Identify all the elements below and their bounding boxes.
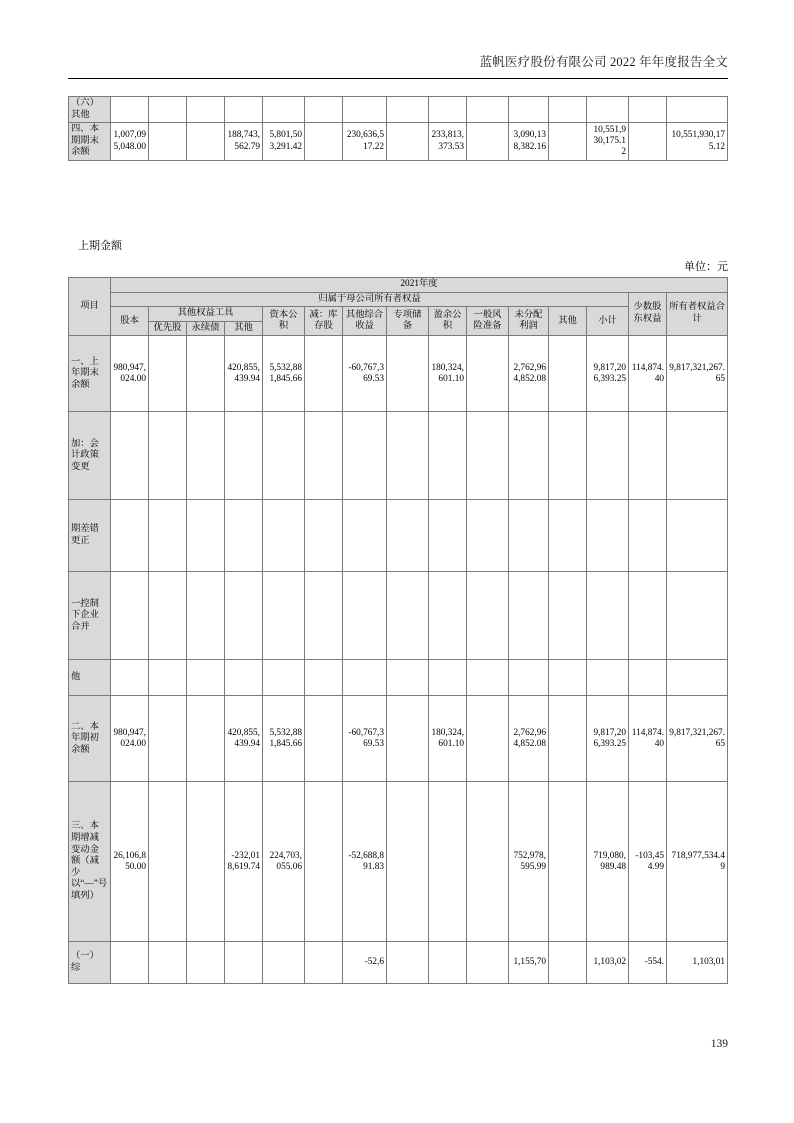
column-header-period: 2021年度	[111, 278, 728, 293]
cell-value	[549, 782, 587, 942]
cell-value: 10,551,930,175.12	[587, 123, 629, 161]
cell-value	[305, 660, 343, 696]
cell-value	[549, 660, 587, 696]
cell-value	[187, 97, 225, 123]
column-header-other-equity-instruments: 其他权益工具	[149, 307, 263, 322]
cell-value	[429, 942, 467, 984]
cell-value: 719,080,989.48	[587, 782, 629, 942]
cell-value: 2,762,964,852.08	[509, 336, 549, 412]
cell-value: 980,947,024.00	[111, 696, 149, 782]
column-header-surplus-reserve: 盈余公积	[429, 307, 467, 336]
cell-value	[187, 660, 225, 696]
cell-value: 420,855,439.94	[225, 696, 263, 782]
cell-value	[549, 500, 587, 572]
cell-value	[587, 500, 629, 572]
cell-value	[387, 942, 429, 984]
cell-value	[225, 412, 263, 500]
cell-value	[429, 572, 467, 660]
cell-value	[305, 412, 343, 500]
table-row	[69, 782, 728, 942]
cell-value	[187, 500, 225, 572]
cell-value: 1,155,70	[509, 942, 549, 984]
cell-value	[263, 500, 305, 572]
cell-value	[225, 660, 263, 696]
table-row	[69, 336, 728, 412]
cell-value	[667, 97, 728, 123]
cell-value	[305, 782, 343, 942]
cell-value	[667, 572, 728, 660]
cell-value	[343, 500, 387, 572]
cell-value	[111, 500, 149, 572]
unit-label: 单位：元	[684, 261, 728, 273]
cell-value	[509, 412, 549, 500]
cell-value: -103,454.99	[629, 782, 667, 942]
page-header-title: 蓝帆医疗股份有限公司 2022 年年度报告全文	[479, 55, 728, 69]
cell-value: 1,103,01	[667, 942, 728, 984]
cell-value	[629, 500, 667, 572]
cell-value	[509, 572, 549, 660]
cell-value	[343, 572, 387, 660]
column-header-capital-reserve: 资本公积	[263, 307, 305, 336]
cell-value	[549, 123, 587, 161]
cell-value	[467, 336, 509, 412]
cell-value: 188,743,562.79	[225, 123, 263, 161]
cell-value	[149, 500, 187, 572]
cell-value	[305, 572, 343, 660]
cell-value	[111, 572, 149, 660]
table-row	[69, 123, 728, 161]
table-row	[69, 660, 728, 696]
cell-value	[111, 942, 149, 984]
column-header-share-capital: 股本	[111, 307, 149, 336]
row-label: 一、上年期末余额	[69, 336, 111, 412]
table-row	[69, 696, 728, 782]
cell-value: 180,324,601.10	[429, 336, 467, 412]
row-label: 加：会计政策变更	[69, 412, 111, 500]
row-label: 三、本期增减变动金额（减少以“—”号填列）	[69, 782, 111, 942]
cell-value	[187, 336, 225, 412]
cell-value	[305, 97, 343, 123]
cell-value	[263, 572, 305, 660]
cell-value: 224,703,055.06	[263, 782, 305, 942]
cell-value	[187, 696, 225, 782]
cell-value: 1,007,095,048.00	[111, 123, 149, 161]
cell-value	[387, 123, 429, 161]
column-header-other-comprehensive-income: 其他综合收益	[343, 307, 387, 336]
cell-value	[149, 660, 187, 696]
cell-value	[467, 500, 509, 572]
table-row	[69, 500, 728, 572]
column-header-perpetual-bond: 永续债	[187, 321, 225, 336]
cell-value	[343, 660, 387, 696]
header-row-parent-group	[69, 292, 728, 307]
page-number: 139	[710, 1038, 728, 1050]
cell-value: 230,636,517.22	[343, 123, 387, 161]
cell-value	[225, 97, 263, 123]
cell-value	[305, 696, 343, 782]
cell-value	[343, 97, 387, 123]
cell-value	[667, 412, 728, 500]
cell-value: 420,855,439.94	[225, 336, 263, 412]
cell-value	[467, 97, 509, 123]
continued-equity-table	[68, 96, 728, 161]
cell-value	[467, 123, 509, 161]
cell-value	[629, 572, 667, 660]
cell-value	[149, 572, 187, 660]
cell-value	[587, 97, 629, 123]
cell-value	[305, 336, 343, 412]
equity-change-statement-table	[68, 277, 728, 984]
row-label: 期差错更正	[69, 500, 111, 572]
cell-value	[387, 572, 429, 660]
cell-value: 9,817,321,267.65	[667, 696, 728, 782]
row-label: 一控制下企业合并	[69, 572, 111, 660]
cell-value	[387, 412, 429, 500]
cell-value	[305, 942, 343, 984]
table-row	[69, 942, 728, 984]
cell-value: -60,767,369.53	[343, 696, 387, 782]
cell-value	[549, 696, 587, 782]
column-header-special-reserve: 专项储备	[387, 307, 429, 336]
cell-value	[629, 123, 667, 161]
cell-value: -52,6	[343, 942, 387, 984]
cell-value	[149, 412, 187, 500]
cell-value: 114,874.40	[629, 696, 667, 782]
cell-value	[225, 942, 263, 984]
cell-value	[509, 97, 549, 123]
cell-value	[429, 500, 467, 572]
cell-value	[387, 660, 429, 696]
cell-value: 10,551,930,175.12	[667, 123, 728, 161]
cell-value	[111, 412, 149, 500]
cell-value: 9,817,321,267.65	[667, 336, 728, 412]
cell-value	[263, 97, 305, 123]
cell-value	[549, 336, 587, 412]
cell-value: 114,874.40	[629, 336, 667, 412]
cell-value	[467, 660, 509, 696]
cell-value	[225, 572, 263, 660]
cell-value: 26,106,850.00	[111, 782, 149, 942]
column-header-item: 项目	[69, 278, 111, 336]
column-header-preferred-stock: 优先股	[149, 321, 187, 336]
column-header-total-equity: 所有者权益合计	[667, 292, 728, 336]
column-header-subtotal: 小计	[587, 307, 629, 336]
cell-value	[187, 572, 225, 660]
cell-value	[587, 572, 629, 660]
row-label: （六）其他	[69, 97, 111, 123]
header-row-period	[69, 278, 728, 293]
column-header-other: 其他	[549, 307, 587, 336]
column-header-parent-equity-group: 归属于母公司所有者权益	[111, 292, 629, 307]
cell-value	[549, 97, 587, 123]
cell-value: 5,532,881,845.66	[263, 336, 305, 412]
cell-value	[149, 97, 187, 123]
cell-value	[187, 942, 225, 984]
cell-value	[429, 660, 467, 696]
cell-value	[629, 412, 667, 500]
cell-value	[149, 123, 187, 161]
cell-value	[429, 412, 467, 500]
cell-value: -52,688,891.83	[343, 782, 387, 942]
cell-value	[587, 660, 629, 696]
cell-value: 233,813,373.53	[429, 123, 467, 161]
cell-value: 752,978,595.99	[509, 782, 549, 942]
cell-value: 2,762,964,852.08	[509, 696, 549, 782]
cell-value	[263, 660, 305, 696]
cell-value	[387, 500, 429, 572]
cell-value	[467, 696, 509, 782]
header-divider	[68, 78, 728, 79]
cell-value: 718,977,534.49	[667, 782, 728, 942]
cell-value	[429, 97, 467, 123]
column-header-minority-interest: 少数股东权益	[629, 292, 667, 336]
cell-value: 5,532,881,845.66	[263, 696, 305, 782]
cell-value	[629, 97, 667, 123]
row-label: 四、本期期末余额	[69, 123, 111, 161]
cell-value	[509, 500, 549, 572]
row-label: （一）综	[69, 942, 111, 984]
cell-value	[343, 412, 387, 500]
cell-value	[549, 572, 587, 660]
cell-value	[429, 782, 467, 942]
cell-value	[667, 500, 728, 572]
row-label: 二、本年期初余额	[69, 696, 111, 782]
column-header-undistributed-profit: 未分配利润	[509, 307, 549, 336]
cell-value	[509, 660, 549, 696]
column-header-treasury-stock: 减：库存股	[305, 307, 343, 336]
cell-value	[111, 97, 149, 123]
cell-value	[111, 660, 149, 696]
cell-value: -554.	[629, 942, 667, 984]
cell-value	[467, 782, 509, 942]
cell-value: 980,947,024.00	[111, 336, 149, 412]
cell-value: 9,817,206,393.25	[587, 336, 629, 412]
cell-value	[587, 412, 629, 500]
cell-value: 1,103,02	[587, 942, 629, 984]
table-row	[69, 572, 728, 660]
cell-value	[387, 336, 429, 412]
cell-value	[549, 412, 587, 500]
cell-value: -232,018,619.74	[225, 782, 263, 942]
cell-value	[149, 336, 187, 412]
cell-value	[467, 572, 509, 660]
cell-value	[187, 123, 225, 161]
cell-value	[263, 942, 305, 984]
cell-value	[149, 696, 187, 782]
cell-value	[305, 500, 343, 572]
cell-value	[549, 942, 587, 984]
prev-period-amount-label: 上期金额	[78, 240, 122, 252]
cell-value	[629, 660, 667, 696]
cell-value	[225, 500, 263, 572]
cell-value: 3,090,138,382.16	[509, 123, 549, 161]
cell-value	[263, 412, 305, 500]
cell-value: -60,767,369.53	[343, 336, 387, 412]
cell-value	[149, 942, 187, 984]
cell-value	[387, 97, 429, 123]
cell-value	[467, 942, 509, 984]
row-label: 他	[69, 660, 111, 696]
cell-value	[149, 782, 187, 942]
cell-value: 180,324,601.10	[429, 696, 467, 782]
column-header-general-risk-reserve: 一般风险准备	[467, 307, 509, 336]
cell-value	[187, 412, 225, 500]
cell-value	[305, 123, 343, 161]
cell-value	[387, 782, 429, 942]
column-header-other-instrument: 其他	[225, 321, 263, 336]
cell-value: 9,817,206,393.25	[587, 696, 629, 782]
cell-value	[467, 412, 509, 500]
table-row	[69, 412, 728, 500]
cell-value	[187, 782, 225, 942]
table-row	[69, 97, 728, 123]
cell-value: 5,801,503,291.42	[263, 123, 305, 161]
cell-value	[667, 660, 728, 696]
cell-value	[387, 696, 429, 782]
